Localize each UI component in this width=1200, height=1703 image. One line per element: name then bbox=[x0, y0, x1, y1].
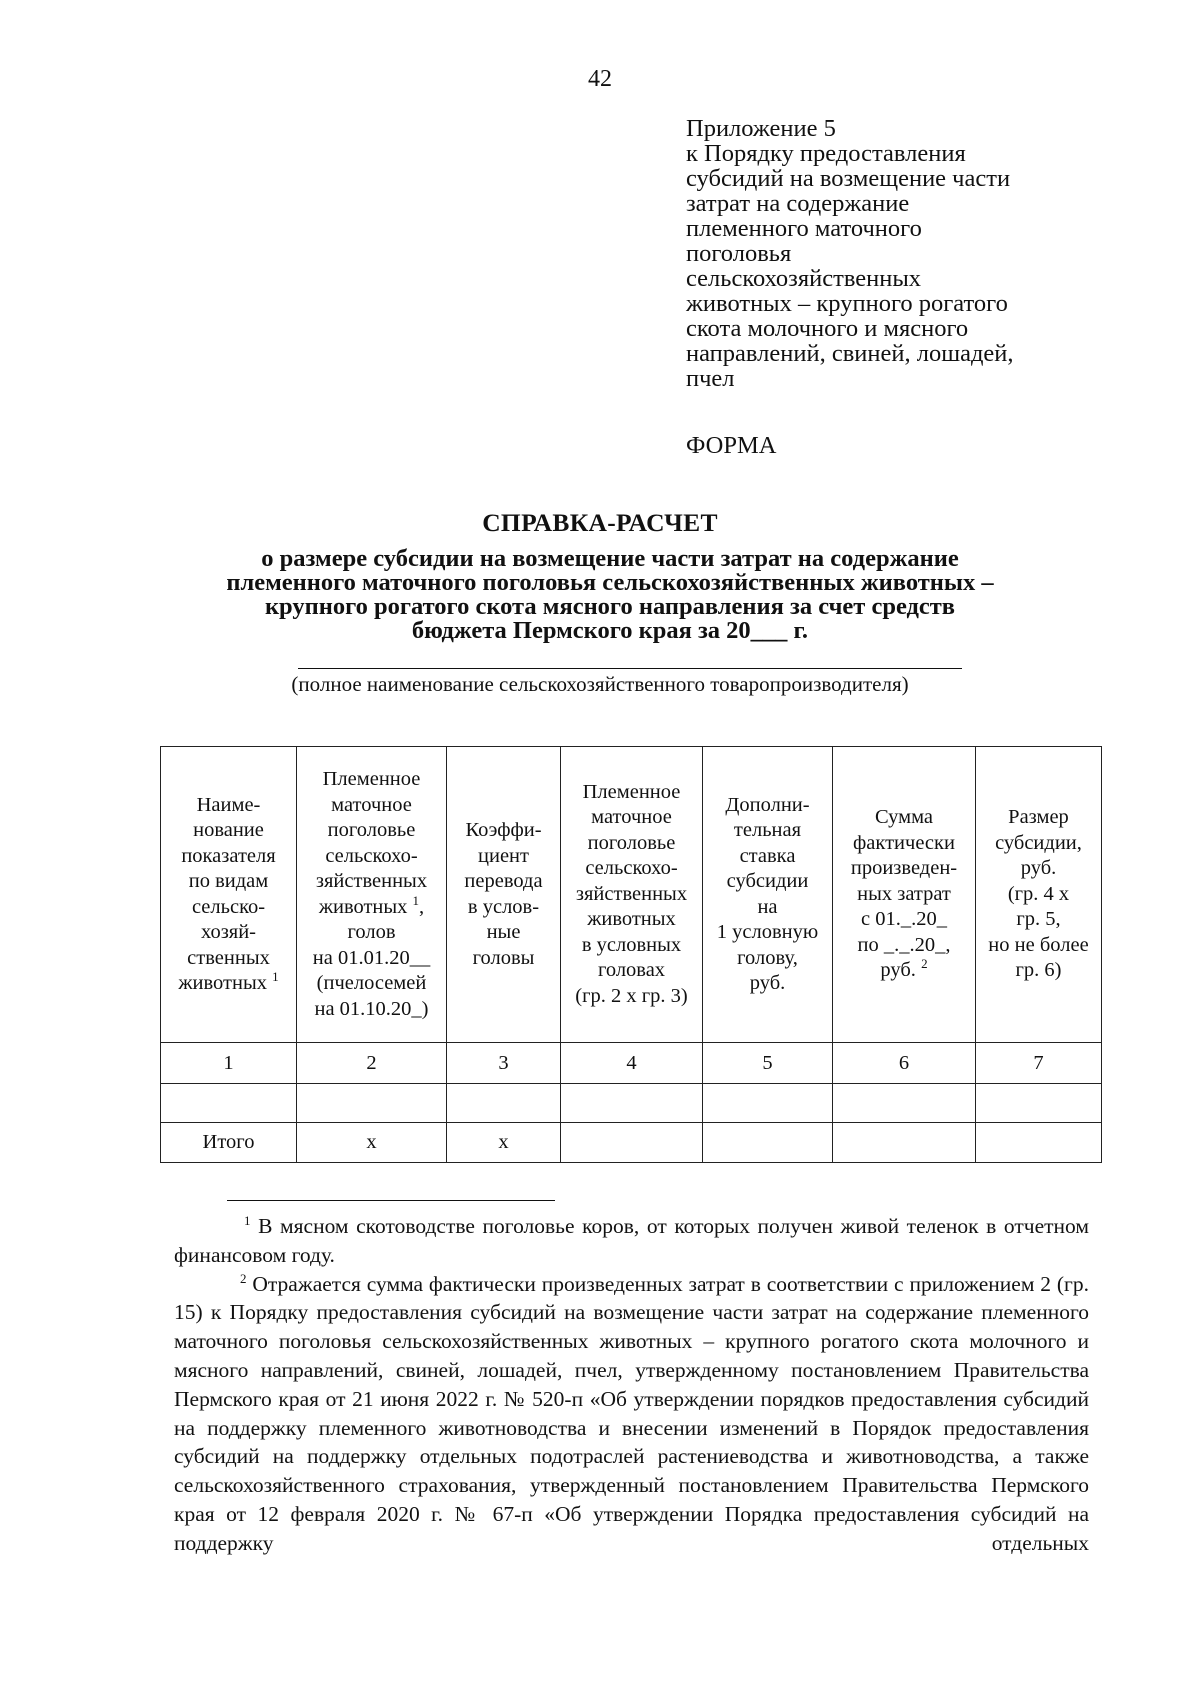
appendix-block bbox=[686, 116, 1106, 391]
appendix-line: к Порядку предоставления bbox=[686, 140, 966, 167]
table-cell bbox=[561, 1084, 703, 1123]
header-cell-coefficient: Коэффи- циент перевода в услов- ные головы bbox=[447, 747, 561, 1043]
column-number: 7 bbox=[976, 1043, 1102, 1084]
table-cell bbox=[447, 1084, 561, 1123]
column-number: 6 bbox=[833, 1043, 976, 1084]
column-number: 5 bbox=[703, 1043, 833, 1084]
document-subtitle bbox=[140, 547, 1080, 643]
appendix-line: сельскохозяйственных bbox=[686, 265, 922, 292]
table-cell bbox=[976, 1123, 1102, 1163]
column-number: 3 bbox=[447, 1043, 561, 1084]
appendix-line: затрат на содержание bbox=[686, 190, 910, 217]
subtitle-line: о размере субсидии на возмещение части затрат на содержание bbox=[261, 545, 959, 572]
footnotes bbox=[174, 1212, 1089, 1558]
header-cell-actual-costs: Сумма фактически произведен- ных затрат с 01._.20_ по _._.20_, руб. $^2$ bbox=[833, 747, 976, 1043]
footnote-1 bbox=[174, 1212, 1089, 1270]
calculation-table bbox=[160, 746, 1102, 1163]
table-cell bbox=[703, 1084, 833, 1123]
appendix-line: направлений, свиней, лошадей, bbox=[686, 340, 1014, 367]
header-cell-additional-rate: Дополни- тельная ставка субсидии на 1 условную голову, руб. bbox=[703, 747, 833, 1043]
header-cell-breeding-stock: Племенное маточное поголовье сельскохо- зяйственных животных $^1$, голов на 01.01.20__ (пчелосемей на 01.10.20_) bbox=[297, 747, 447, 1043]
document-title: СПРАВКА-РАСЧЕТ bbox=[482, 508, 718, 537]
footnote-separator bbox=[227, 1200, 555, 1201]
footnote-mark: 2 bbox=[240, 1270, 247, 1286]
table-cell bbox=[833, 1123, 976, 1163]
column-number: 1 bbox=[161, 1043, 297, 1084]
column-number: 4 bbox=[561, 1043, 703, 1084]
page-number: 42 bbox=[588, 66, 612, 92]
header-cell-subsidy-amount: Размер субсидии, руб. (гр. 4 х гр. 5, но не более гр. 6) bbox=[976, 747, 1102, 1043]
table-row bbox=[161, 1084, 1102, 1123]
footnote-2 bbox=[174, 1270, 1089, 1558]
appendix-line: скота молочного и мясного bbox=[686, 315, 969, 342]
appendix-line: Приложение 5 bbox=[686, 115, 836, 142]
table-cell bbox=[561, 1123, 703, 1163]
table-cell bbox=[703, 1123, 833, 1163]
footnote-mark: 1 bbox=[244, 1212, 251, 1228]
table-cell: х bbox=[447, 1123, 561, 1163]
table-cell bbox=[161, 1084, 297, 1123]
subtitle-line: бюджета Пермского края за 20___ г. bbox=[411, 617, 809, 644]
column-number: 2 bbox=[297, 1043, 447, 1084]
form-label: ФОРМА bbox=[686, 432, 777, 459]
footnote-text: В мясном скотоводстве поголовье коров, от которых получен живой теленок в отчетном финансовом году. bbox=[174, 1214, 1090, 1267]
table-header-row bbox=[161, 747, 1102, 1043]
header-cell-indicator: Наиме- нование показателя по видам сельско- хозяй- ственных животных $^1$ bbox=[161, 747, 297, 1043]
footnote-ref: 1 bbox=[272, 969, 279, 985]
total-label: Итого bbox=[161, 1123, 297, 1163]
table-cell: х bbox=[297, 1123, 447, 1163]
appendix-line: поголовья bbox=[686, 240, 792, 267]
footnote-text: Отражается сумма фактически произведенных затрат в соответствии с приложением 2 (гр. 15) к Порядку предоставления субсидий на возмещение части затрат на содержание племенного маточного поголовья сельскохозяйственных животных – крупного рогатого скота молочного и мясного направлений, свиней, лошадей, пчел, утвержденному постановлением Правительства Пермского края от 21 июня 2022 г. № 520-п «Об утверждении порядков предоставления субсидий на поддержку племенного животноводства и внесении изменений в Порядок предоставления субсидий на поддержку отдельных подотраслей растениеводства и животноводства, а также сельскохозяйственного страхования, утвержденный постановлением Правительства Пермского края от 12 февраля 2020 г. № 67-п «Об утверждении Порядка предоставления субсидий на поддержку отдельных bbox=[174, 1271, 1090, 1555]
appendix-line: животных – крупного рогатого bbox=[686, 290, 1008, 317]
producer-name-line bbox=[298, 668, 962, 669]
header-cell-conditional-heads: Племенное маточное поголовье сельскохо- зяйственных животных в условных головах (гр. 2 х гр. 3) bbox=[561, 747, 703, 1043]
column-number-row bbox=[161, 1043, 1102, 1084]
table-cell bbox=[297, 1084, 447, 1123]
producer-caption: (полное наименование сельскохозяйственного товаропроизводителя) bbox=[291, 672, 909, 696]
appendix-line: племенного маточного bbox=[686, 215, 922, 242]
footnote-ref: 2 bbox=[921, 956, 928, 972]
subtitle-line: крупного рогатого скота мясного направления за счет средств bbox=[264, 593, 956, 620]
appendix-line: субсидий на возмещение части bbox=[686, 165, 1011, 192]
subtitle-line: племенного маточного поголовья сельскохозяйственных животных – bbox=[226, 569, 994, 596]
footnote-ref: 1 bbox=[412, 892, 420, 908]
table-cell bbox=[833, 1084, 976, 1123]
table-cell bbox=[976, 1084, 1102, 1123]
total-row bbox=[161, 1123, 1102, 1163]
appendix-line: пчел bbox=[686, 365, 735, 392]
